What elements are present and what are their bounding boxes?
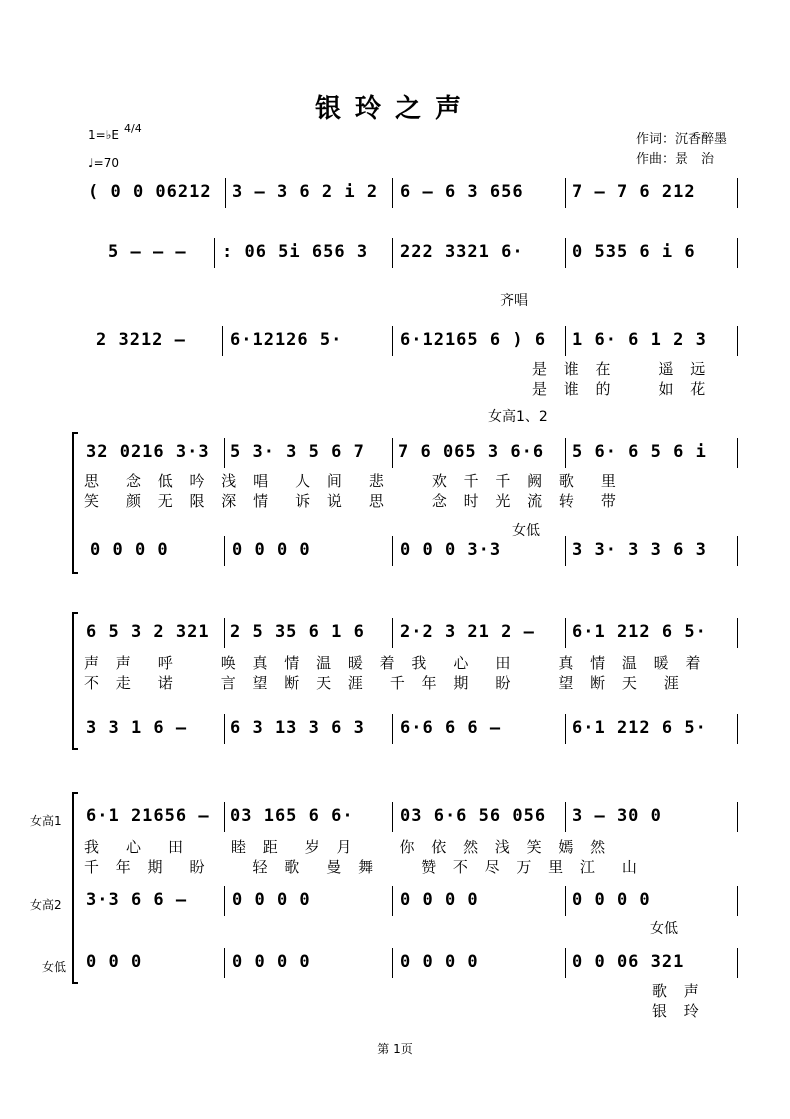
lyric-line: 是 谁 在 遥 远 (532, 360, 712, 378)
barline (392, 618, 393, 648)
lyric-line: 银 玲 (652, 1002, 705, 1020)
lyric-line: 思 念 低 吟 浅 唱 人 间 悲 欢 千 千 阙 歌 里 (84, 472, 622, 490)
barline (225, 178, 226, 208)
barline (222, 326, 223, 356)
barline (392, 326, 393, 356)
barline (392, 238, 393, 268)
measure: 0 0 0 0 (232, 952, 311, 972)
barline (224, 948, 225, 978)
barline (392, 802, 393, 832)
barline (565, 238, 566, 268)
measure: 0 0 0 0 (232, 540, 311, 560)
measure: 5 3· 3 5 6 7 (230, 442, 365, 462)
measure: 6·6 6 6 – (400, 718, 502, 738)
barline (737, 618, 738, 648)
measure: 0 0 0 0 (90, 540, 169, 560)
voice-label: 女高1 (30, 814, 62, 828)
barline (737, 886, 738, 916)
system-4-lower (0, 540, 790, 580)
barline (737, 438, 738, 468)
measure: 0 0 0 0 (572, 890, 651, 910)
measure: 32 0216 3·3 (86, 442, 210, 462)
measure: 3 – 30 0 (572, 806, 662, 826)
barline (224, 802, 225, 832)
measure: 0 0 0 (86, 952, 143, 972)
barline (392, 178, 393, 208)
measure: 03 6·6 56 056 (400, 806, 547, 826)
barline (565, 802, 566, 832)
barline (224, 618, 225, 648)
measure: 5 – – – (108, 242, 187, 262)
lyric-line: 歌 声 (652, 982, 705, 1000)
barline (224, 886, 225, 916)
barline (392, 948, 393, 978)
barline (737, 948, 738, 978)
measure: 6 – 6 3 656 (400, 182, 524, 202)
lyric-line: 声 声 呼 唤 真 情 温 暖 着 我 心 田 真 情 温 暖 着 (84, 654, 707, 672)
barline (392, 886, 393, 916)
song-title: 银玲之声 (314, 94, 475, 124)
measure: 6·1 212 6 5· (572, 622, 707, 642)
measure: 0 0 0 0 (400, 952, 479, 972)
barline (214, 238, 215, 268)
voice-label: 女低 (42, 960, 67, 974)
section-label: 女高1、2 (488, 409, 548, 425)
lyric-line: 千 年 期 盼 轻 歌 曼 舞 赞 不 尽 万 里 江 山 (84, 858, 643, 876)
barline (737, 536, 738, 566)
measure: 6 5 3 2 321 (86, 622, 210, 642)
measure: 3 3 1 6 – (86, 718, 188, 738)
barline (565, 326, 566, 356)
barline (224, 536, 225, 566)
measure: 6·12165 6 ) 6 (400, 330, 547, 350)
barline (565, 536, 566, 566)
voice-label: 女高2 (30, 898, 62, 912)
lyric-line: 不 走 诺 言 望 断 天 涯 千 年 期 盼 望 断 天 涯 (84, 674, 685, 692)
measure: 6·12126 5· (230, 330, 343, 350)
barline (737, 238, 738, 268)
voice-label: 女低 (650, 921, 678, 937)
barline (224, 438, 225, 468)
barline (224, 714, 225, 744)
measure: 3 3· 3 3 6 3 (572, 540, 707, 560)
key-signature: 1=♭E (88, 128, 119, 142)
measure: 3·3 6 6 – (86, 890, 188, 910)
measure: 0 0 0 3·3 (400, 540, 502, 560)
page-footer: 第 1页 (377, 1042, 413, 1056)
measure: 222 3321 6· (400, 242, 524, 262)
measure: 0 0 0 0 (400, 890, 479, 910)
measure: 2·2 3 21 2 – (400, 622, 535, 642)
barline (565, 618, 566, 648)
measure: 1 6· 6 1 2 3 (572, 330, 707, 350)
measure: 0 535 6 i 6 (572, 242, 696, 262)
barline (392, 536, 393, 566)
lyric-line: 笑 颜 无 限 深 情 诉 说 思 念 时 光 流 转 带 (84, 492, 622, 510)
measure: 3 – 3 6 2 i 2 (232, 182, 379, 202)
measure: 2 5 35 6 1 6 (230, 622, 365, 642)
lyric-line: 是 谁 的 如 花 (532, 380, 712, 398)
tempo-marking: ♩=70 (88, 156, 119, 170)
lyric-line: 我 心 田 睦 距 岁 月 你 依 然 浅 笑 嫣 然 (84, 838, 612, 856)
measure: 2 3212 – (96, 330, 186, 350)
measure: 6·1 21656 – (86, 806, 210, 826)
barline (565, 178, 566, 208)
barline (392, 714, 393, 744)
measure: ( 0 0 06212 (88, 182, 212, 202)
measure: 7 – 7 6 212 (572, 182, 696, 202)
system-5-lower (0, 718, 790, 758)
measure: 6·1 212 6 5· (572, 718, 707, 738)
measure: : 06 5i 656 3 (222, 242, 369, 262)
measure: 03 165 6 6· (230, 806, 354, 826)
system-1 (0, 182, 790, 222)
barline (392, 438, 393, 468)
composer-credit: 作曲：景 治 (636, 152, 715, 167)
barline (565, 948, 566, 978)
measure: 0 0 06 321 (572, 952, 685, 972)
measure: 5 6· 6 5 6 i (572, 442, 707, 462)
barline (565, 886, 566, 916)
barline (737, 802, 738, 832)
barline (737, 178, 738, 208)
time-signature: 4/4 (124, 122, 142, 135)
barline (565, 714, 566, 744)
measure: 7 6 065 3 6·6 (398, 442, 545, 462)
measure: 0 0 0 0 (232, 890, 311, 910)
lyricist-credit: 作词：沉香醉墨 (636, 132, 728, 147)
barline (565, 438, 566, 468)
barline (737, 714, 738, 744)
voice-label: 女低 (512, 523, 540, 539)
system-2 (0, 242, 790, 282)
measure: 6 3 13 3 6 3 (230, 718, 365, 738)
section-label: 齐唱 (500, 293, 528, 309)
barline (737, 326, 738, 356)
